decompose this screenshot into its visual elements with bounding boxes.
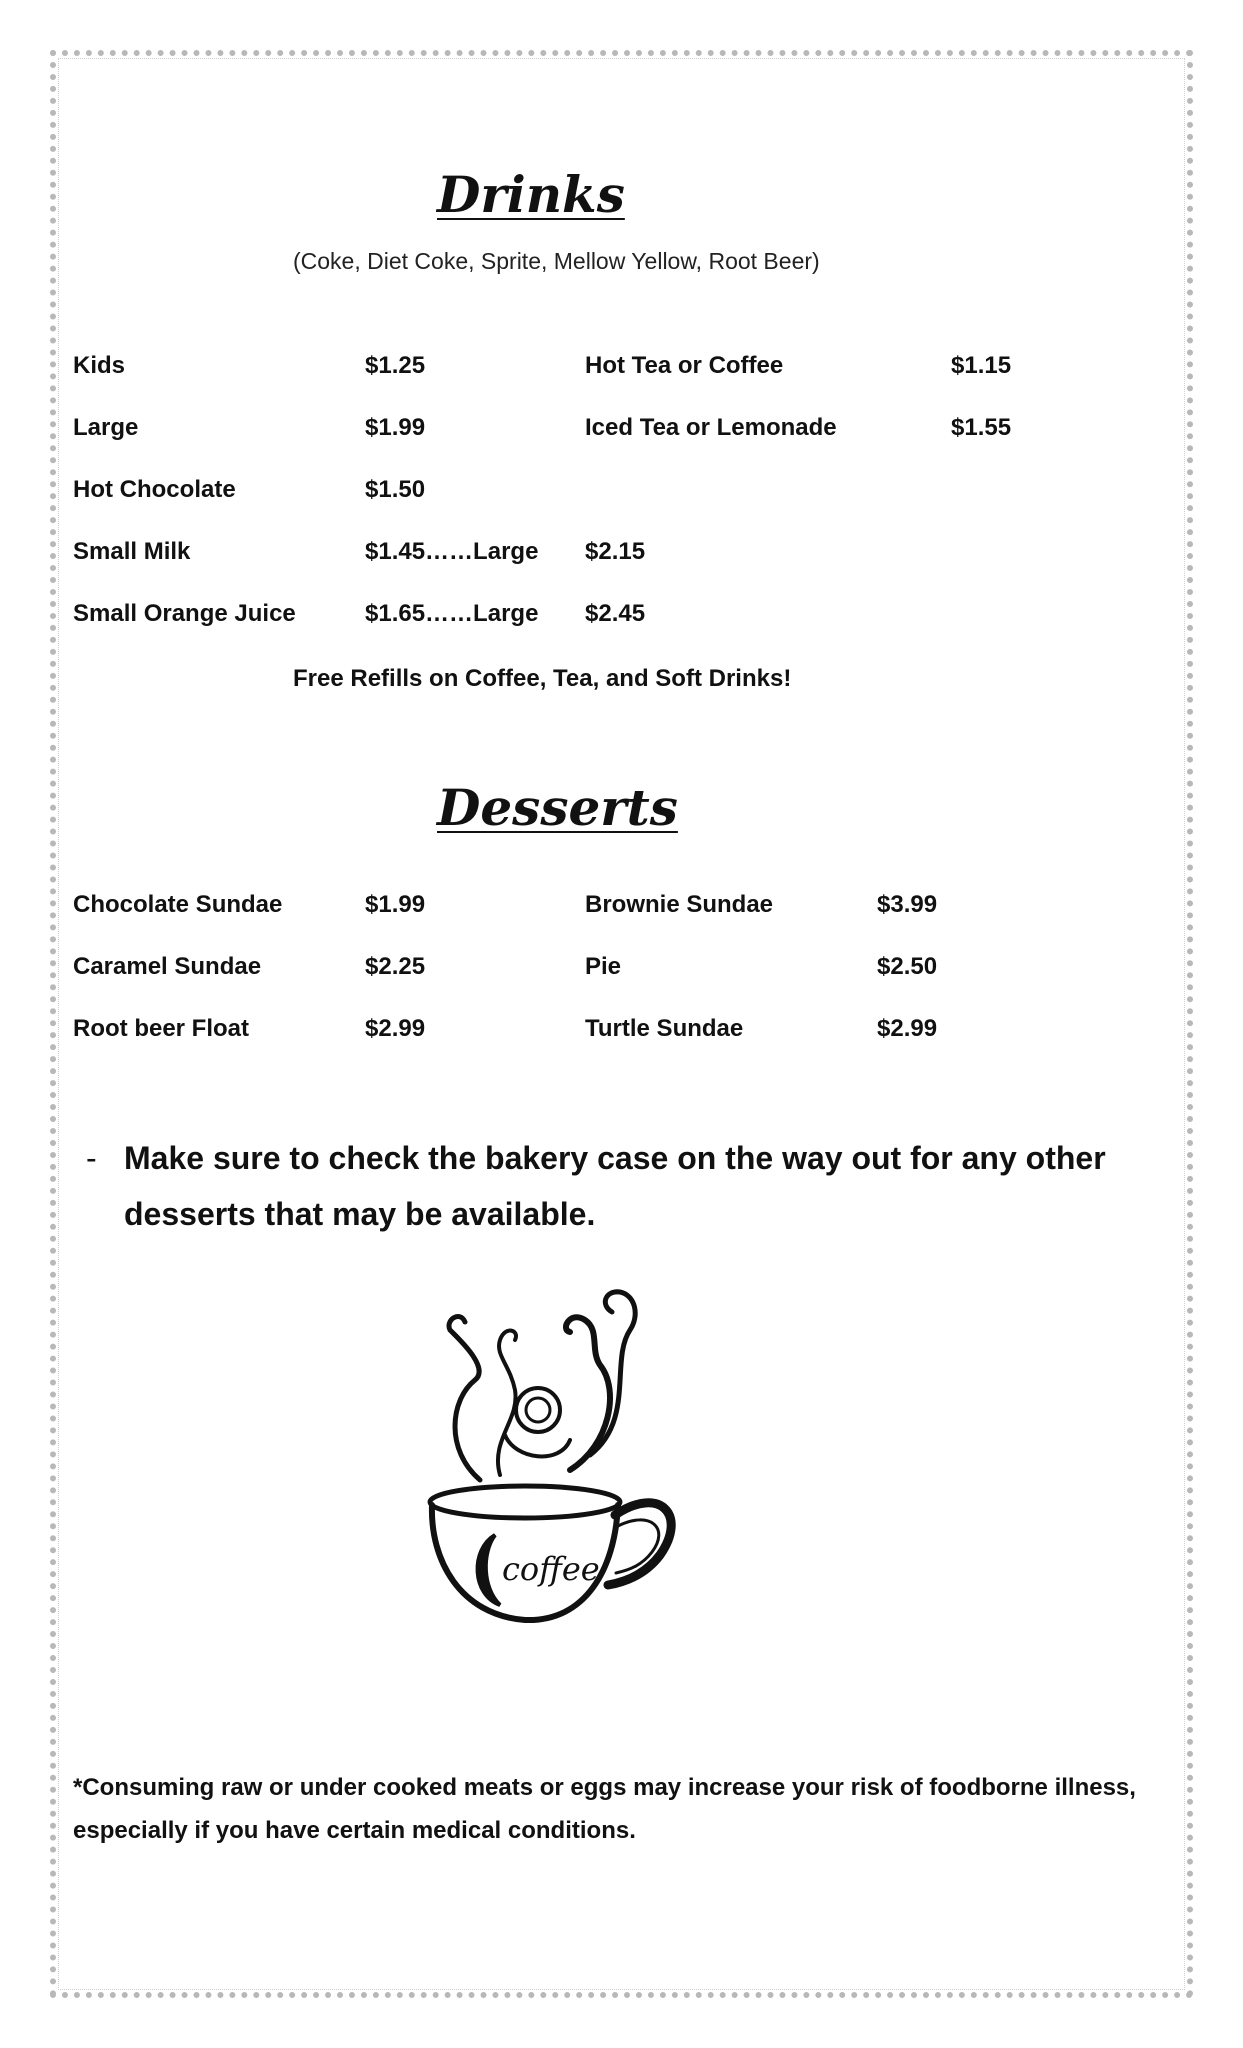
drink-kids-price: $1.25 [365,352,426,379]
drink-kids-name: Kids [73,352,126,379]
bakery-note-text: Make sure to check the bakery case on the way out for any other desserts that may be available. [124,1140,1106,1232]
dessert-chocolate-sundae-price: $1.99 [365,891,426,918]
drink-orange-juice-name: Small Orange Juice [73,600,296,627]
drink-hot-chocolate-name: Hot Chocolate [73,476,236,503]
drinks-subtitle: (Coke, Diet Coke, Sprite, Mellow Yellow, Root Beer) [293,248,820,274]
free-refills-note: Free Refills on Coffee, Tea, and Soft Drinks! [293,665,792,692]
bullet-dash: - [86,1140,97,1176]
dessert-brownie-sundae-name: Brownie Sundae [585,891,774,918]
dessert-turtle-sundae-name: Turtle Sundae [585,1015,744,1042]
dessert-pie-price: $2.50 [877,953,938,980]
dessert-root-beer-float-price: $2.99 [365,1015,426,1042]
drink-large-price: $1.99 [365,414,426,441]
drink-large-milk-price: $2.15 [585,538,646,565]
drink-small-milk-price: $1.45……Large [365,538,539,565]
foodborne-illness-disclaimer: *Consuming raw or under cooked meats or eggs may increase your risk of foodborne illness, especially if you have certain medical conditions. [73,1774,1136,1844]
drink-iced-tea-price: $1.55 [951,414,1012,441]
drink-hot-chocolate-price: $1.50 [365,476,426,503]
dessert-root-beer-float-name: Root beer Float [73,1015,250,1042]
desserts-title: Desserts [437,778,678,837]
drink-orange-juice-price: $1.65……Large [365,600,539,627]
dessert-caramel-sundae-price: $2.25 [365,953,426,980]
drink-large-name: Large [73,414,139,441]
dessert-pie-name: Pie [585,953,622,980]
coffee-cup-icon [420,1270,680,1650]
drink-large-orange-juice-price: $2.45 [585,600,646,627]
coffee-cup-label: coffee [502,1550,600,1588]
drink-hot-tea-price: $1.15 [951,352,1012,379]
drinks-title: Drinks [437,165,625,224]
drink-hot-tea-name: Hot Tea or Coffee [585,352,784,379]
dessert-brownie-sundae-price: $3.99 [877,891,938,918]
drink-iced-tea-name: Iced Tea or Lemonade [585,414,837,441]
dessert-turtle-sundae-price: $2.99 [877,1015,938,1042]
drink-small-milk-name: Small Milk [73,538,191,565]
dessert-caramel-sundae-name: Caramel Sundae [73,953,262,980]
dessert-chocolate-sundae-name: Chocolate Sundae [73,891,283,918]
